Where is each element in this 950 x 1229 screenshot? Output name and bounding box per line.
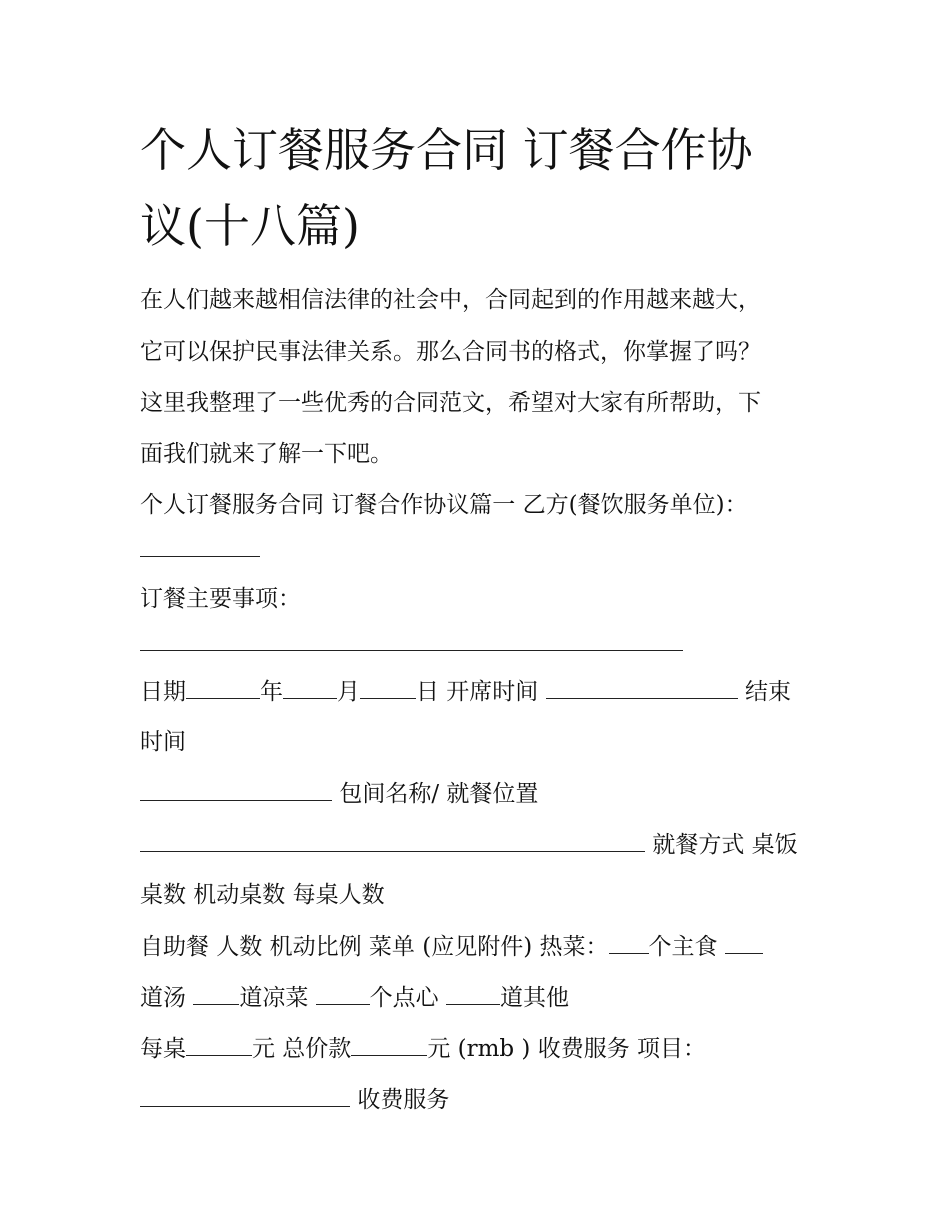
intro-line-4: 面我们就来了解一下吧。 [140,441,393,467]
date-row [140,676,820,707]
room-label: 包间名称/ 就餐位置 [339,781,539,807]
end-label: 结束 [744,679,791,705]
party-b-blank [140,556,260,557]
document-title [140,112,820,264]
staple-label: 个主食 [648,934,718,960]
day-blank [360,676,416,699]
intro-line-1: 在人们越来越相信法律的社会中，合同起到的作用越来越大， [140,287,761,313]
items-label: 订餐主要事项： [140,586,301,612]
cold-dish-label: 道凉菜 [239,985,309,1011]
other-label: 道其他 [499,985,569,1011]
cold-dish-blank [316,982,370,1005]
end-time-blank [140,778,332,801]
fee-items-blank [140,1084,350,1107]
intro-line-3: 这里我整理了一些优秀的合同范文，希望对大家有所帮助，下 [140,390,761,416]
room-row [140,778,820,809]
month-label: 月 [337,679,360,705]
year-label: 年 [260,679,283,705]
title-line-1: 个人订餐服务合同 订餐合作协 [140,123,753,177]
dim-sum-blank [446,982,500,1005]
start-time-blank [546,676,738,699]
day-start-label: 日 开席时间 [416,679,539,705]
total-price-label: 元 总价款 [252,1036,352,1062]
month-blank [283,676,337,699]
per-table-label: 每桌 [140,1036,186,1062]
dining-method: 就餐方式 桌饭 [652,832,798,858]
buffet-row [140,931,820,962]
intro-line-2: 它可以保护民事法律关系。那么合同书的格式，你掌握了吗？ [140,339,761,365]
total-price-blank [351,1033,427,1056]
fee-items-label: 元 (rmb ) 收费服务 项目： [427,1036,707,1062]
table-counts: 桌数 机动桌数 每桌人数 [140,882,385,908]
time-label: 时间 [140,729,186,755]
date-label: 日期 [140,679,186,705]
per-table-blank [186,1033,252,1056]
price-row [140,1033,820,1064]
dining-row [140,829,820,860]
room-blank [140,829,645,852]
soup-blank [193,982,239,1005]
hot-dish-blank [609,931,649,954]
soup-label: 道汤 [140,985,186,1011]
staple-blank [725,931,763,954]
dim-sum-label: 个点心 [369,985,439,1011]
year-blank [186,676,260,699]
items-blank [140,650,683,651]
soup-row [140,982,820,1013]
service-label: 收费服务 [357,1087,450,1113]
service-row [140,1084,820,1115]
title-line-2: 议(十八篇) [140,199,360,253]
section-heading: 个人订餐服务合同 订餐合作协议篇一 乙方(餐饮服务单位)： [140,492,748,518]
buffet-text: 自助餐 人数 机动比例 菜单 (应见附件) 热菜： [140,934,609,960]
